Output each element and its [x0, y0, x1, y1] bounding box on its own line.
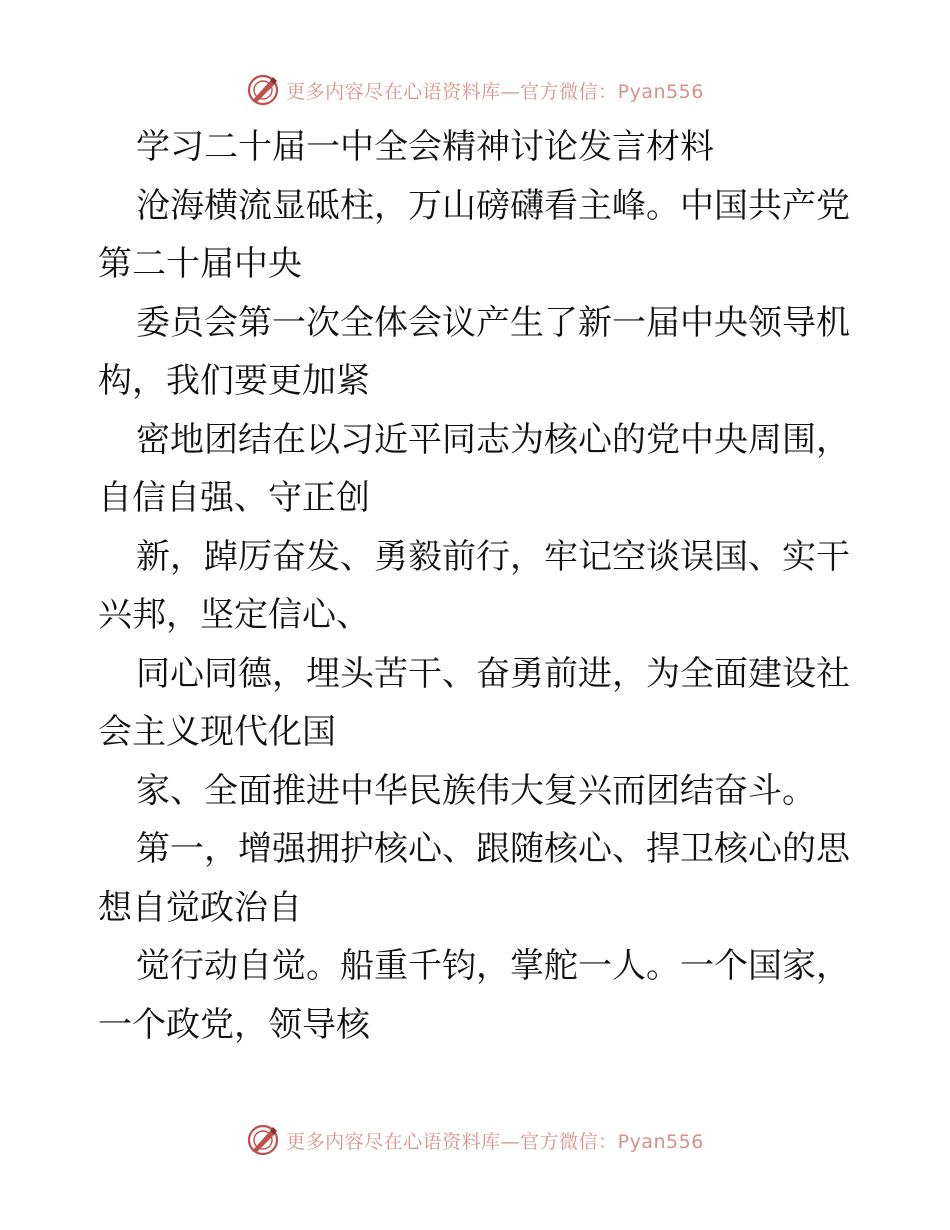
paragraph: 沧海横流显砥柱，万山磅礴看主峰。中国共产党第二十届中央 — [98, 185, 850, 284]
pen-logo-icon — [246, 1123, 280, 1157]
paragraph: 家、全面推进中华民族伟大复兴而团结奋斗。 — [136, 770, 816, 811]
paragraph: 第一，增强拥护核心、跟随核心、捍卫核心的思想自觉政治自 — [98, 829, 850, 928]
footer-watermark-banner — [0, 1118, 950, 1162]
paragraph: 觉行动自觉。船重千钧，掌舵一人。一个国家，一个政党，领导核 — [98, 946, 850, 1045]
paragraph: 同心同德，埋头苦干、奋勇前进，为全面建设社会主义现代化国 — [98, 653, 850, 752]
header-watermark-banner — [0, 68, 950, 112]
document-title: 学习二十届一中全会精神讨论发言材料 — [136, 127, 714, 167]
paragraph: 委员会第一次全体会议产生了新一届中央领导机构，我们要更加紧 — [98, 302, 850, 401]
paragraph: 新，踔厉奋发、勇毅前行，牢记空谈误国、实干兴邦，坚定信心、 — [98, 536, 850, 635]
wechat-id: Pyan556 — [617, 1130, 704, 1153]
document-body — [98, 118, 868, 1054]
paragraph: 密地团结在以习近平同志为核心的党中央周围，自信自强、守正创 — [98, 419, 850, 518]
pen-logo-icon — [246, 73, 280, 107]
banner-text: 更多内容尽在心语资料库—官方微信： — [286, 1130, 618, 1153]
banner-text: 更多内容尽在心语资料库—官方微信： — [286, 80, 618, 103]
wechat-id: Pyan556 — [617, 80, 704, 103]
